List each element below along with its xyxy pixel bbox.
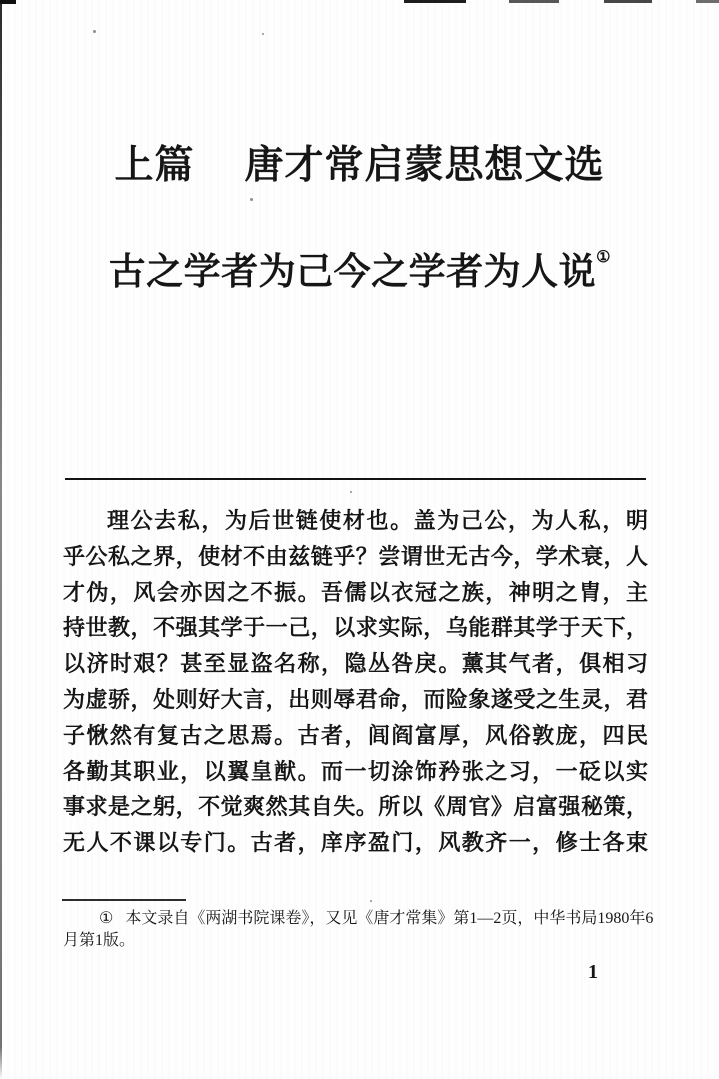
scan-speck: [350, 491, 352, 493]
footnote-divider-rule: [62, 899, 186, 901]
article-title-text: 古之学者为己今之学者为人说: [108, 252, 597, 293]
article-title: [0, 241, 719, 295]
scan-artifact-dash: [696, 0, 719, 3]
article-body: [63, 503, 648, 861]
body-line: 为虚骄，处则好大言，出则辱君命，而险象遂受之生灵，君: [63, 686, 648, 712]
scan-artifact-top-left: [0, 0, 16, 4]
scan-speck: [93, 30, 96, 33]
body-line: 才伪，风会亦因之不振。吾儒以衣冠之族，神明之胄，主: [63, 579, 648, 605]
scan-speck: [262, 33, 264, 35]
scan-speck: [370, 900, 372, 902]
body-line: 事求是之躬，不觉爽然其自失。所以《周官》启富强秘策，: [63, 794, 648, 820]
body-line: 持世教，不强其学于一己，以求实际，乌能群其学于天下，: [63, 615, 648, 641]
body-line: 理公去私，为后世链使材也。盖为己公，为人私，明: [107, 508, 648, 533]
scan-artifact-dash: [604, 0, 652, 3]
section-part-label: 上篇: [114, 144, 195, 187]
footnote-line: 月第1版。: [63, 931, 136, 949]
body-line: 子愀然有复古之思焉。古者，闾阎富厚，风俗敦庞，四民: [63, 722, 648, 748]
scan-speck: [250, 198, 253, 201]
scan-artifact-dash: [404, 0, 466, 3]
body-line: 无人不课以专门。古者，庠序盈门，风教齐一，修士各束: [63, 830, 648, 856]
section-title: [0, 134, 719, 190]
section-divider-rule: [65, 478, 646, 480]
body-line: 乎公私之界，使材不由兹链乎？尝谓世无古今，学术衰，人: [63, 543, 648, 569]
footnote-line: [63, 908, 655, 930]
page-number: 1: [588, 961, 598, 983]
scan-artifact-dash: [509, 0, 559, 3]
footnote-text: 本文录自《两湖书院课卷》，又见《唐才常集》第1—2页，中华书局1980年6: [125, 910, 654, 927]
footnote: [63, 908, 655, 951]
section-part-title: 唐才常启蒙思想文选: [244, 144, 605, 187]
footnote-reference-mark: ①: [596, 249, 611, 266]
body-line: 各勤其职业，以翼皇猷。而一切涂饰矜张之习，一砭以实: [63, 758, 648, 784]
footnote-marker: ①: [99, 910, 114, 927]
body-line: 以济时艰？甚至显盗名称，隐丛咎戾。薰其气者，俱相习: [63, 651, 648, 677]
